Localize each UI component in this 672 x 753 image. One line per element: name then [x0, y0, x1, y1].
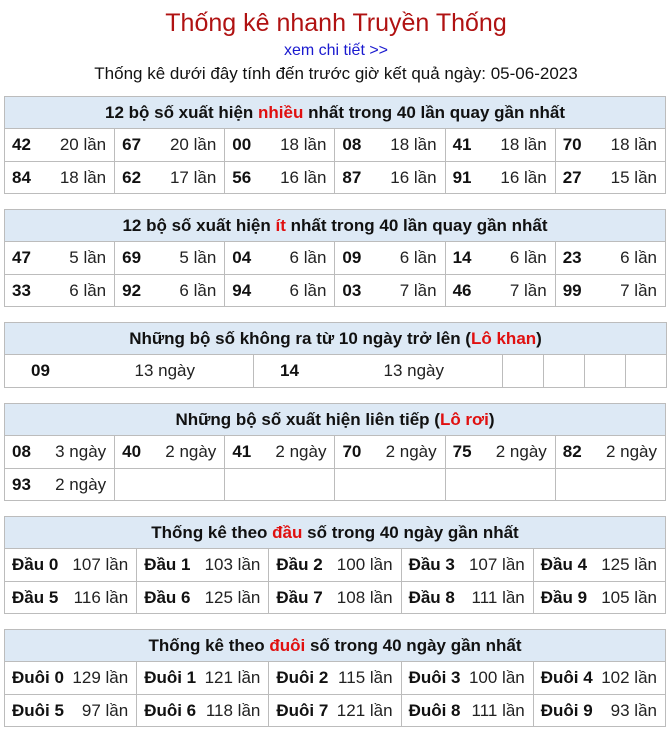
lo-count: 16 lần — [500, 167, 547, 187]
lo-number: 14 — [452, 248, 472, 267]
lo-count: 5 lần — [179, 248, 217, 267]
lo-count: 129 lần — [72, 668, 129, 687]
lo-count: 18 lần — [500, 135, 547, 154]
roi-cell — [445, 436, 555, 469]
least-cell — [335, 275, 445, 307]
lo-number: Đuôi 0 — [12, 668, 64, 687]
lo-count: 100 lần — [468, 668, 525, 687]
dau-cell — [533, 582, 665, 614]
header-text: nhất trong 40 lần quay gần nhất — [285, 215, 548, 235]
detail-link-row — [0, 40, 672, 62]
lo-number: Đầu 2 — [276, 555, 323, 574]
lo-number: 03 — [342, 280, 362, 300]
lo-count: 20 lần — [169, 135, 217, 154]
lo-number: Đuôi 3 — [408, 668, 461, 687]
dau-cell — [401, 549, 533, 582]
lo-number: 67 — [122, 135, 142, 154]
least-cell — [445, 242, 555, 275]
empty-cell — [115, 469, 225, 501]
lo-count: 125 lần — [601, 555, 657, 574]
header-highlight: ít — [275, 215, 286, 235]
most-cell — [115, 129, 225, 162]
empty-cell — [445, 469, 555, 501]
lo-number: Đuôi 2 — [276, 668, 329, 687]
lo-number: 09 — [342, 248, 362, 267]
lo-number: Đầu 8 — [408, 587, 455, 607]
lo-roi-header — [5, 404, 666, 436]
header-text: số trong 40 ngày gần nhất — [305, 635, 522, 655]
least-cell — [225, 242, 335, 275]
lo-number: Đuôi 1 — [144, 668, 197, 687]
lo-count: 125 lần — [204, 587, 261, 607]
lo-number: Đuôi 9 — [540, 700, 593, 720]
least-cell — [335, 242, 445, 275]
lo-count: 111 lần — [471, 700, 525, 720]
dau-cell — [137, 549, 269, 582]
lo-count: 121 lần — [336, 700, 393, 720]
lo-count: 121 lần — [204, 668, 261, 687]
lo-number: 70 — [562, 135, 582, 154]
lo-count: 17 lần — [169, 167, 217, 187]
lo-count: 6 lần — [289, 248, 327, 267]
lo-number: 99 — [562, 280, 582, 300]
lo-number: 00 — [232, 135, 252, 154]
lo-count: 107 lần — [468, 555, 525, 574]
lo-count: 16 lần — [280, 167, 327, 187]
most-frequent-table — [4, 96, 666, 194]
lo-number: 84 — [12, 167, 31, 187]
roi-cell — [225, 436, 335, 469]
most-cell — [225, 129, 335, 162]
lo-number: 27 — [562, 167, 582, 187]
lo-count: 6 lần — [620, 248, 657, 267]
dau-cell — [269, 582, 401, 614]
lo-number: 93 — [12, 474, 31, 494]
lo-number: Đầu 4 — [540, 555, 588, 574]
least-cell — [115, 242, 225, 275]
lo-number: Đuôi 8 — [408, 700, 461, 720]
dau-cell — [137, 582, 269, 614]
duoi-cell — [269, 662, 401, 695]
least-cell — [555, 275, 665, 307]
lo-khan-table — [4, 322, 667, 388]
lo-number: Đầu 1 — [144, 555, 191, 574]
most-cell — [445, 129, 555, 162]
empty-cell — [626, 355, 667, 388]
header-text: Thống kê theo — [148, 635, 270, 655]
lo-number: 75 — [452, 442, 472, 461]
header-text: Những bộ số không ra từ 10 ngày trở lên ( — [129, 328, 471, 348]
lo-count: 2 ngày — [605, 442, 657, 461]
dau-cell — [5, 582, 137, 614]
lo-khan-header — [5, 323, 667, 355]
least-frequent-header — [5, 210, 666, 242]
most-cell — [335, 129, 445, 162]
lo-number: 04 — [232, 248, 252, 267]
header-text: Thống kê theo — [151, 522, 273, 542]
lo-number: Đầu 0 — [12, 555, 59, 574]
header-text: 12 bộ số xuất hiện — [122, 215, 276, 235]
lo-count: 2 ngày — [275, 442, 327, 461]
lo-count: 105 lần — [601, 587, 657, 607]
header-text: 12 bộ số xuất hiện — [104, 102, 259, 122]
header-highlight: nhiều — [258, 102, 304, 122]
lo-number: 08 — [342, 135, 362, 154]
duoi-table — [4, 629, 666, 727]
lo-count: 116 lần — [73, 587, 129, 607]
lo-number: 70 — [342, 442, 362, 461]
lo-count: 3 ngày — [55, 442, 107, 461]
lo-number: 62 — [122, 167, 142, 187]
dau-table — [4, 516, 666, 614]
most-cell — [5, 129, 115, 162]
lo-roi-table — [4, 403, 666, 501]
lo-count: 115 lần — [338, 668, 393, 687]
detail-link[interactable]: xem chi tiết >> — [283, 42, 389, 59]
roi-cell — [335, 436, 445, 469]
lo-number: 14 — [280, 361, 299, 380]
lo-count: 6 lần — [179, 280, 217, 300]
lo-count: 97 lần — [81, 700, 129, 720]
lo-count: 18 lần — [390, 135, 437, 154]
lo-number: Đầu 7 — [276, 587, 323, 607]
duoi-cell — [5, 695, 137, 727]
duoi-cell — [5, 662, 137, 695]
dau-cell — [5, 549, 137, 582]
lo-number: Đuôi 5 — [12, 700, 64, 720]
page-title: Thống kê nhanh Truyền Thống — [165, 9, 507, 37]
header-text: nhất trong 40 lần quay gần nhất — [303, 102, 566, 122]
lo-count: 13 ngày — [383, 361, 444, 380]
lo-number: 42 — [12, 135, 31, 154]
roi-cell — [115, 436, 225, 469]
lo-count: 18 lần — [280, 135, 327, 154]
lo-number: Đầu 5 — [12, 587, 59, 607]
lo-number: 41 — [232, 442, 252, 461]
lo-number: 08 — [12, 442, 31, 461]
lo-number: 33 — [12, 280, 31, 300]
lo-count: 102 lần — [601, 668, 657, 687]
lo-count: 16 lần — [390, 167, 437, 187]
lo-count: 15 lần — [610, 167, 657, 187]
lo-count: 18 lần — [59, 167, 107, 187]
lo-number: 40 — [122, 442, 142, 461]
header-text: Những bộ số xuất hiện liên tiếp ( — [175, 409, 440, 429]
lo-number: 46 — [452, 280, 472, 300]
lo-number: 87 — [342, 167, 362, 187]
lo-number: 91 — [452, 167, 472, 187]
roi-cell — [555, 436, 665, 469]
lo-count: 7 lần — [509, 280, 547, 300]
most-cell — [445, 162, 555, 194]
lo-number: 82 — [562, 442, 582, 461]
header-text: ) — [536, 328, 542, 348]
header-highlight: đầu — [272, 522, 303, 542]
dau-cell — [401, 582, 533, 614]
lo-count: 6 lần — [399, 248, 437, 267]
dau-cell — [269, 549, 401, 582]
lo-count: 7 lần — [399, 280, 437, 300]
lo-count: 111 lần — [471, 587, 525, 607]
lo-count: 6 lần — [69, 280, 107, 300]
empty-cell — [335, 469, 445, 501]
lo-number: Đuôi 6 — [144, 700, 197, 720]
lo-count: 100 lần — [336, 555, 393, 574]
most-cell — [555, 162, 665, 194]
most-cell — [115, 162, 225, 194]
lo-count: 7 lần — [620, 280, 657, 300]
lo-count: 5 lần — [69, 248, 107, 267]
lo-number: 47 — [12, 248, 31, 267]
duoi-header — [5, 630, 666, 662]
lo-number: 92 — [122, 280, 142, 300]
roi-cell — [5, 469, 115, 501]
lo-number: 41 — [452, 135, 472, 154]
lo-count: 6 lần — [289, 280, 327, 300]
header-highlight: Lô rơi — [439, 409, 489, 429]
lo-count: 2 ngày — [385, 442, 437, 461]
most-cell — [555, 129, 665, 162]
least-cell — [555, 242, 665, 275]
dau-cell — [533, 549, 665, 582]
empty-cell — [555, 469, 665, 501]
dau-header — [5, 517, 666, 549]
duoi-cell — [137, 695, 269, 727]
most-cell — [225, 162, 335, 194]
duoi-cell — [137, 662, 269, 695]
page-subtitle: Thống kê dưới đây tính đến trước giờ kết quả ngày: 05-06-2023 — [94, 64, 578, 83]
header-text: ) — [488, 409, 495, 429]
lo-number: Đuôi 7 — [276, 700, 329, 720]
most-cell — [5, 162, 115, 194]
least-cell — [5, 242, 115, 275]
lo-number: Đuôi 4 — [540, 668, 593, 687]
empty-cell — [585, 355, 626, 388]
lo-khan-cell — [254, 355, 503, 388]
lo-count: 13 ngày — [134, 361, 195, 380]
duoi-cell — [533, 662, 665, 695]
lo-count: 20 lần — [59, 135, 107, 154]
least-cell — [115, 275, 225, 307]
lo-count: 2 ngày — [495, 442, 547, 461]
lo-count: 103 lần — [204, 555, 261, 574]
roi-cell — [5, 436, 115, 469]
lo-number: 23 — [562, 248, 582, 267]
most-cell — [335, 162, 445, 194]
lo-count: 6 lần — [509, 248, 547, 267]
duoi-cell — [401, 695, 533, 727]
lo-number: 69 — [122, 248, 142, 267]
empty-cell — [544, 355, 585, 388]
lo-count: 2 ngày — [165, 442, 217, 461]
lo-number: Đầu 9 — [540, 587, 588, 607]
lo-number: 56 — [232, 167, 252, 187]
lo-number: 94 — [232, 280, 252, 300]
least-cell — [225, 275, 335, 307]
least-cell — [445, 275, 555, 307]
lo-number: 09 — [31, 361, 50, 380]
duoi-cell — [401, 662, 533, 695]
lo-count: 108 lần — [336, 587, 393, 607]
lo-number: Đầu 6 — [144, 587, 191, 607]
least-cell — [5, 275, 115, 307]
header-highlight: đuôi — [269, 635, 306, 655]
header-text: số trong 40 ngày gần nhất — [302, 522, 519, 542]
lo-count: 93 lần — [610, 700, 657, 720]
lo-count: 2 ngày — [55, 474, 107, 494]
lo-count: 118 lần — [205, 700, 261, 720]
header-highlight: Lô khan — [470, 328, 537, 348]
duoi-cell — [269, 695, 401, 727]
lo-count: 18 lần — [610, 135, 657, 154]
lo-count: 107 lần — [72, 555, 129, 574]
least-frequent-table — [4, 209, 666, 307]
lo-number: Đầu 3 — [408, 555, 455, 574]
empty-cell — [503, 355, 544, 388]
lo-khan-cell — [5, 355, 254, 388]
empty-cell — [225, 469, 335, 501]
duoi-cell — [533, 695, 665, 727]
most-frequent-header — [5, 97, 666, 129]
